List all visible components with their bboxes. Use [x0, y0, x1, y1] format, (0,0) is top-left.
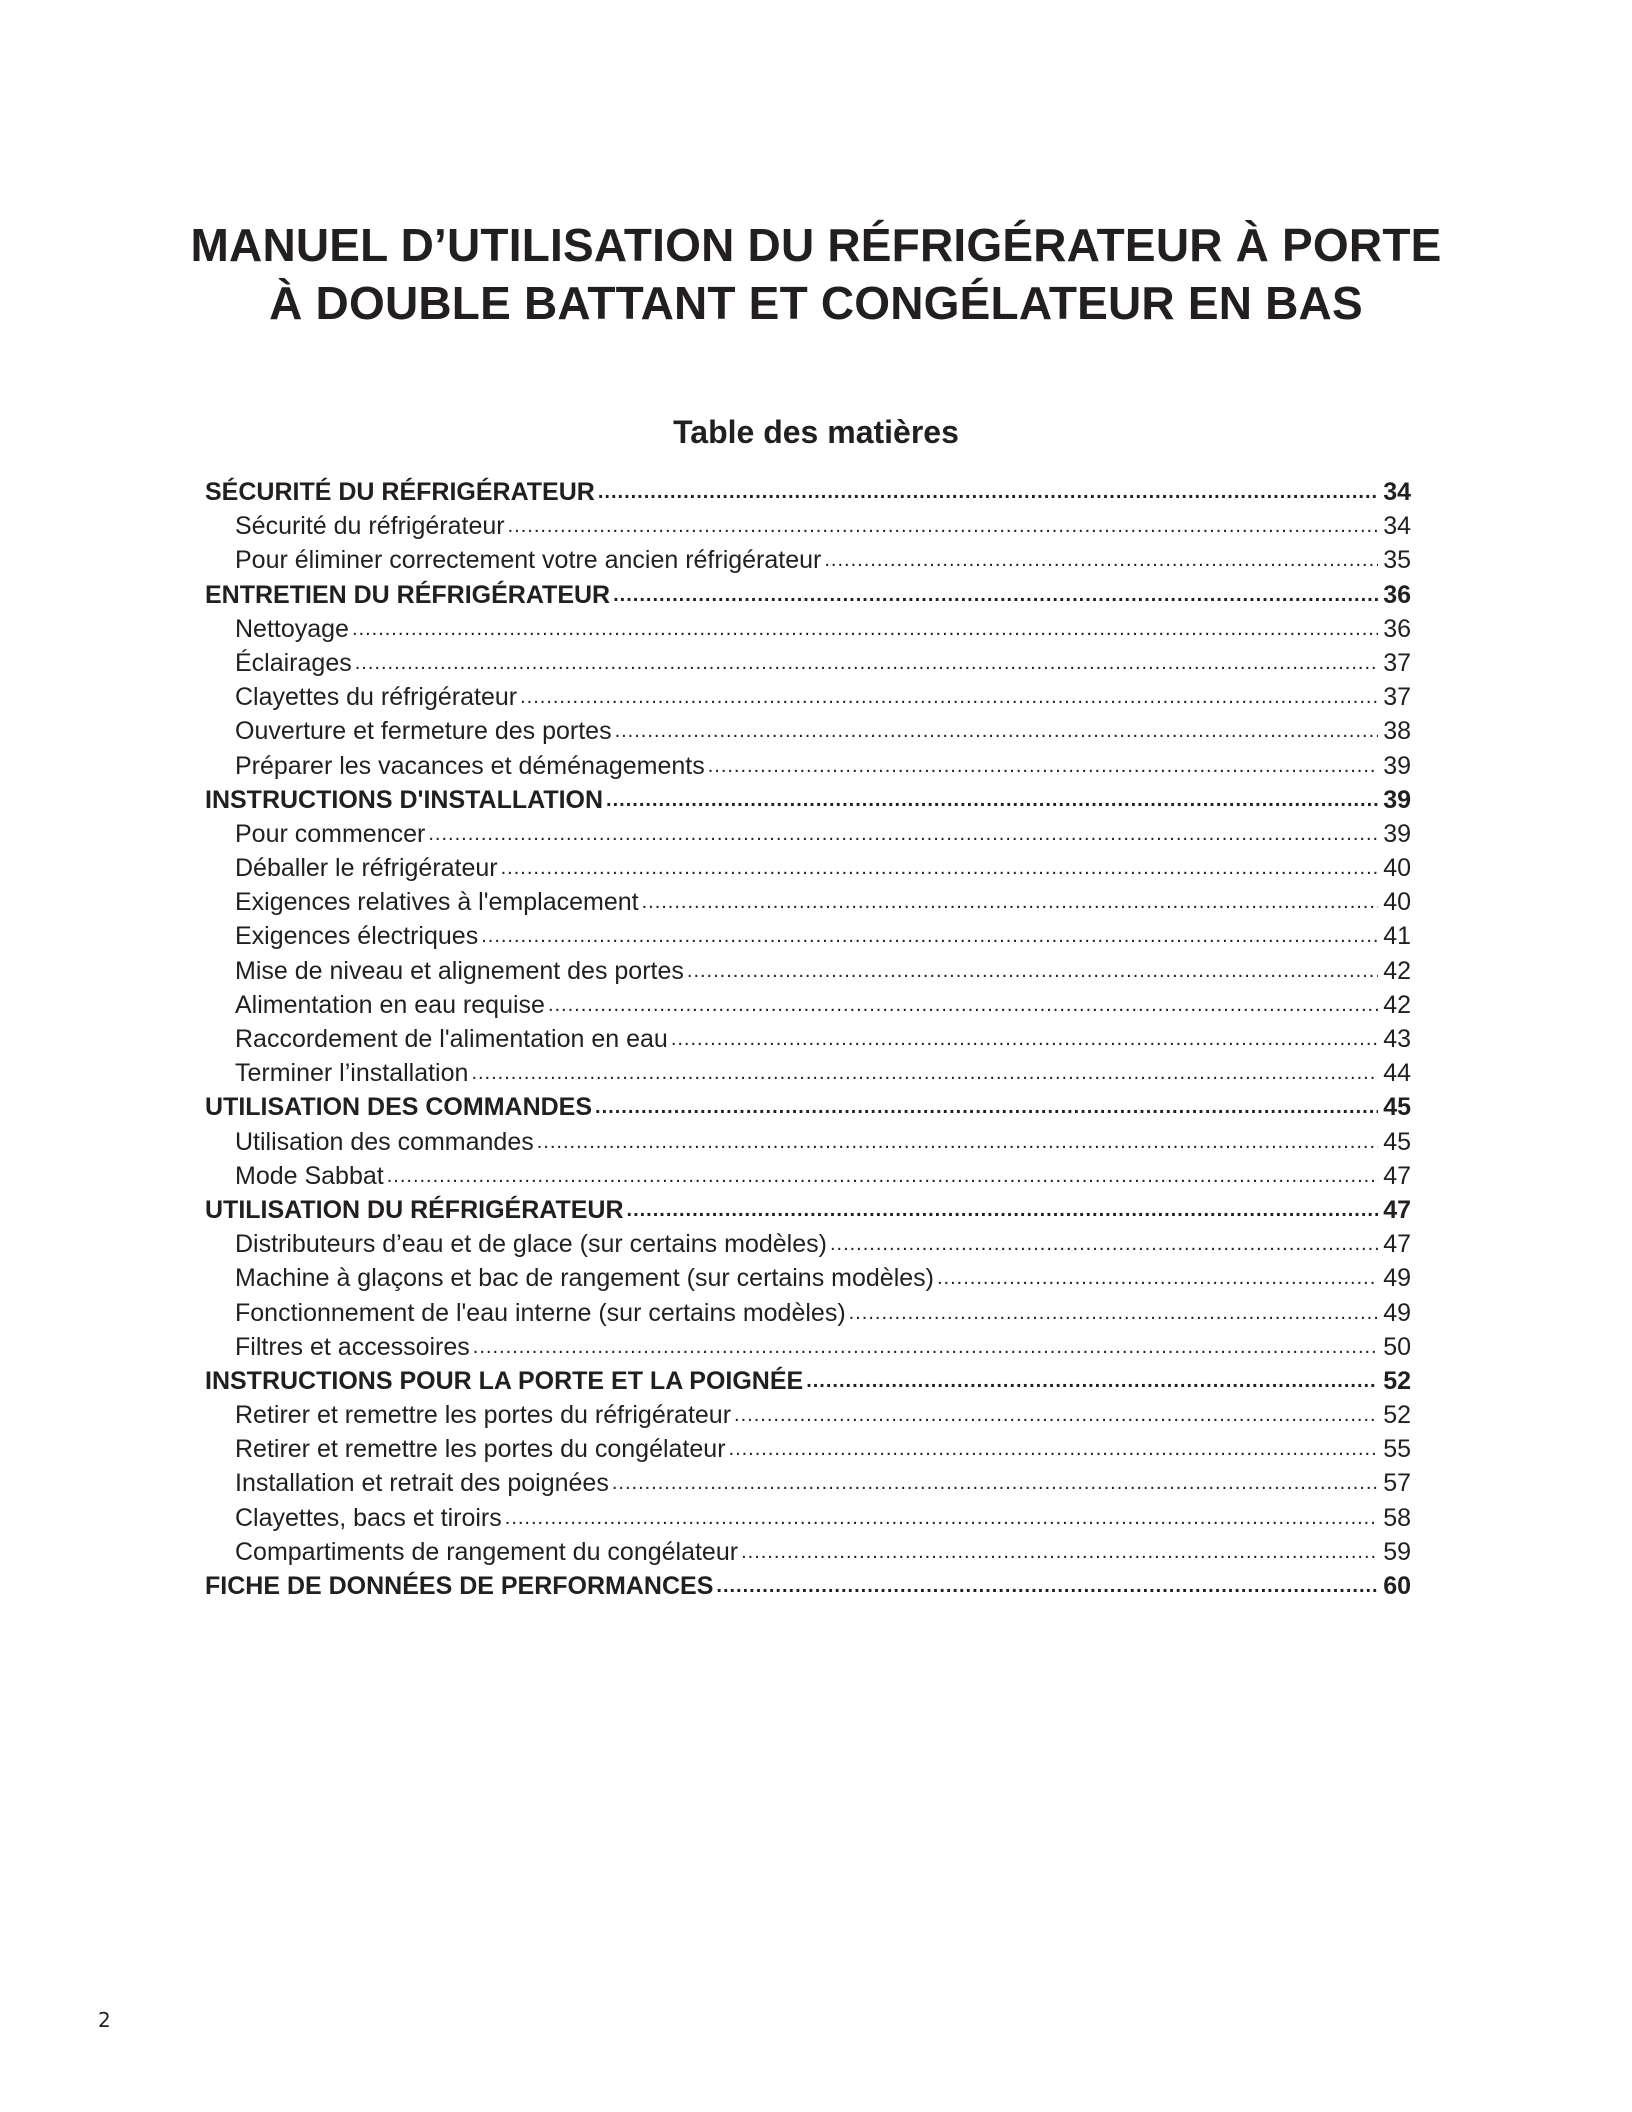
toc-entry-label: SÉCURITÉ DU RÉFRIGÉRATEUR: [205, 478, 595, 506]
toc-dot-leader: [428, 818, 1378, 847]
toc-dot-leader: [734, 1399, 1378, 1428]
toc-entry-label: Préparer les vacances et déménagements: [235, 751, 705, 780]
toc-entry-page: 59: [1383, 1537, 1411, 1566]
toc-entry-page: 34: [1383, 478, 1411, 506]
toc-entry-page: 39: [1383, 751, 1411, 780]
toc-dot-leader: [615, 715, 1378, 744]
toc-entry-page: 40: [1383, 854, 1411, 883]
toc-dot-leader: [537, 1126, 1378, 1155]
toc-entry-label: Déballer le réfrigérateur: [235, 854, 498, 883]
toc-entry-label: Machine à glaçons et bac de rangement (sur certains modèles): [235, 1264, 934, 1293]
toc-entry-label: Distributeurs d’eau et de glace (sur certains modèles): [235, 1230, 827, 1259]
toc-entry-page: 52: [1383, 1401, 1411, 1430]
toc-dot-leader: [387, 1160, 1378, 1189]
toc-dot-leader: [937, 1262, 1378, 1291]
toc-entry-label: INSTRUCTIONS D'INSTALLATION: [205, 785, 604, 814]
toc-entry-label: Exigences relatives à l'emplacement: [235, 888, 639, 917]
toc-entry-page: 39: [1383, 819, 1411, 848]
toc-entry-page: 41: [1383, 922, 1411, 951]
toc-subsection-entry[interactable]: [205, 1264, 1411, 1298]
toc-subsection-entry[interactable]: [205, 512, 1411, 546]
toc-subsection-entry[interactable]: [205, 1059, 1411, 1093]
toc-section-entry[interactable]: [205, 1367, 1411, 1401]
toc-entry-label: Nettoyage: [235, 614, 349, 643]
toc-subsection-entry[interactable]: [205, 1299, 1411, 1333]
toc-subsection-entry[interactable]: [205, 1230, 1411, 1264]
toc-entry-label: Pour commencer: [235, 819, 426, 848]
toc-subsection-entry[interactable]: [205, 649, 1411, 683]
toc-entry-page: 57: [1383, 1469, 1411, 1498]
toc-dot-leader: [627, 1194, 1378, 1223]
toc-dot-leader: [806, 1365, 1378, 1394]
toc-subsection-entry[interactable]: [205, 1538, 1411, 1572]
toc-dot-leader: [352, 613, 1378, 642]
toc-dot-leader: [687, 955, 1378, 984]
toc-entry-label: Éclairages: [235, 648, 352, 677]
toc-section-entry[interactable]: [205, 786, 1411, 820]
toc-dot-leader: [501, 852, 1378, 881]
toc-entry-label: Filtres et accessoires: [235, 1332, 470, 1361]
toc-subsection-entry[interactable]: [205, 717, 1411, 751]
toc-dot-leader: [830, 1228, 1378, 1257]
toc-entry-label: Mise de niveau et alignement des portes: [235, 956, 684, 985]
toc-entry-label: Sécurité du réfrigérateur: [235, 512, 505, 541]
toc-entry-page: 49: [1383, 1264, 1411, 1293]
toc-entry-label: Ouverture et fermeture des portes: [235, 717, 612, 746]
toc-entry-page: 37: [1383, 648, 1411, 677]
toc-dot-leader: [355, 647, 1378, 676]
toc-dot-leader: [505, 1502, 1378, 1531]
toc-subsection-entry[interactable]: [205, 957, 1411, 991]
toc-subsection-entry[interactable]: [205, 683, 1411, 717]
toc-dot-leader: [642, 886, 1378, 915]
toc-entry-page: 37: [1383, 683, 1411, 712]
toc-entry-page: 44: [1383, 1059, 1411, 1088]
toc-entry-label: Compartiments de rangement du congélateur: [235, 1537, 739, 1566]
toc-dot-leader: [708, 750, 1378, 779]
toc-entry-page: 60: [1383, 1572, 1411, 1600]
toc-dot-leader: [824, 544, 1378, 573]
toc-entry-page: 35: [1383, 546, 1411, 575]
toc-dot-leader: [598, 476, 1378, 505]
toc-dot-leader: [471, 1057, 1378, 1086]
toc-entry-page: 40: [1383, 888, 1411, 917]
toc-entry-page: 50: [1383, 1332, 1411, 1361]
toc-subsection-entry[interactable]: [205, 854, 1411, 888]
toc-entry-page: 55: [1383, 1435, 1411, 1464]
toc-subsection-entry[interactable]: [205, 1162, 1411, 1196]
toc-entry-page: 49: [1383, 1298, 1411, 1327]
toc-heading: Table des matières: [673, 414, 959, 450]
toc-entry-label: Mode Sabbat: [235, 1161, 384, 1190]
toc-entry-page: 43: [1383, 1025, 1411, 1053]
toc-subsection-entry[interactable]: [205, 922, 1411, 956]
toc-entry-page: 39: [1383, 785, 1411, 814]
toc-subsection-entry[interactable]: [205, 1333, 1411, 1367]
toc-dot-leader: [729, 1433, 1378, 1462]
toc-subsection-entry[interactable]: [205, 615, 1411, 649]
toc-entry-label: Installation et retrait des poignées: [235, 1469, 609, 1498]
toc-entry-page: 45: [1383, 1093, 1411, 1122]
page-number: 2: [98, 2008, 111, 2032]
toc-entry-page: 42: [1383, 956, 1411, 985]
toc-entry-page: 47: [1383, 1161, 1411, 1190]
toc-entry-label: UTILISATION DU RÉFRIGÉRATEUR: [205, 1195, 624, 1224]
toc-entry-label: Retirer et remettre les portes du réfrigérateur: [235, 1401, 732, 1430]
toc-entry-label: ENTRETIEN DU RÉFRIGÉRATEUR: [205, 580, 611, 609]
toc-entry-page: 58: [1383, 1503, 1411, 1532]
toc-entry-page: 42: [1383, 990, 1411, 1019]
toc-entry-page: 38: [1383, 717, 1411, 746]
toc-entry-label: Terminer l’installation: [235, 1059, 469, 1088]
toc-entry-label: Exigences électriques: [235, 922, 479, 951]
toc-entry-page: 52: [1383, 1366, 1411, 1395]
toc-entry-label: UTILISATION DES COMMANDES: [205, 1093, 593, 1122]
toc-dot-leader: [606, 784, 1378, 813]
toc-dot-leader: [548, 989, 1378, 1018]
toc-subsection-entry[interactable]: [205, 752, 1411, 786]
toc-dot-leader: [473, 1331, 1378, 1360]
toc-dot-leader: [613, 579, 1378, 608]
toc-section-entry[interactable]: [205, 1196, 1411, 1230]
toc-dot-leader: [508, 510, 1378, 539]
toc-dot-leader: [481, 920, 1378, 949]
toc-subsection-entry[interactable]: [205, 1401, 1411, 1435]
toc-subsection-entry[interactable]: [205, 546, 1411, 580]
toc-subsection-entry[interactable]: [205, 820, 1411, 854]
toc-entry-label: FICHE DE DONNÉES DE PERFORMANCES: [205, 1572, 714, 1600]
toc-entry-page: 47: [1383, 1195, 1411, 1224]
toc-entry-label: INSTRUCTIONS POUR LA PORTE ET LA POIGNÉE: [205, 1366, 804, 1395]
toc-entry-page: 47: [1383, 1230, 1411, 1259]
toc-entry-page: 45: [1383, 1127, 1411, 1156]
toc-entry-page: 34: [1383, 512, 1411, 541]
toc-section-entry[interactable]: [205, 478, 1411, 512]
toc-entry-label: Alimentation en eau requise: [235, 990, 545, 1019]
toc-entry-label: Pour éliminer correctement votre ancien réfrigérateur: [235, 546, 822, 575]
toc-dot-leader: [595, 1091, 1378, 1120]
toc-entry-page: 36: [1383, 580, 1411, 609]
toc-entry-label: Utilisation des commandes: [235, 1127, 534, 1156]
toc-dot-leader: [716, 1570, 1378, 1599]
toc-entry-label: Clayettes, bacs et tiroirs: [235, 1503, 502, 1532]
toc-subsection-entry[interactable]: [205, 1469, 1411, 1503]
toc-dot-leader: [849, 1297, 1378, 1326]
toc-dot-leader: [520, 681, 1378, 710]
toc-subsection-entry[interactable]: [205, 888, 1411, 922]
toc-entry-label: Clayettes du réfrigérateur: [235, 683, 518, 712]
toc-entry-page: 36: [1383, 614, 1411, 643]
toc-subsection-entry[interactable]: [205, 1025, 1411, 1059]
toc-subsection-entry[interactable]: [205, 1128, 1411, 1162]
toc-entry-label: Fonctionnement de l'eau interne (sur certains modèles): [235, 1298, 846, 1327]
toc-subsection-entry[interactable]: [205, 1435, 1411, 1469]
table-of-contents: [205, 478, 1411, 1606]
toc-dot-leader: [741, 1536, 1378, 1565]
toc-section-entry[interactable]: [205, 1572, 1411, 1606]
toc-dot-leader: [612, 1467, 1378, 1496]
toc-entry-label: Retirer et remettre les portes du congélateur: [235, 1435, 726, 1464]
toc-entry-label: Raccordement de l'alimentation en eau: [235, 1025, 668, 1053]
toc-section-entry[interactable]: [205, 581, 1411, 615]
page-title: MANUEL D’UTILISATION DU RÉFRIGÉRATEUR À PORTE À DOUBLE BATTANT ET CONGÉLATEUR EN BAS: [190, 219, 1442, 329]
toc-subsection-entry[interactable]: [205, 991, 1411, 1025]
toc-subsection-entry[interactable]: [205, 1504, 1411, 1538]
toc-dot-leader: [671, 1023, 1378, 1052]
toc-section-entry[interactable]: [205, 1093, 1411, 1127]
